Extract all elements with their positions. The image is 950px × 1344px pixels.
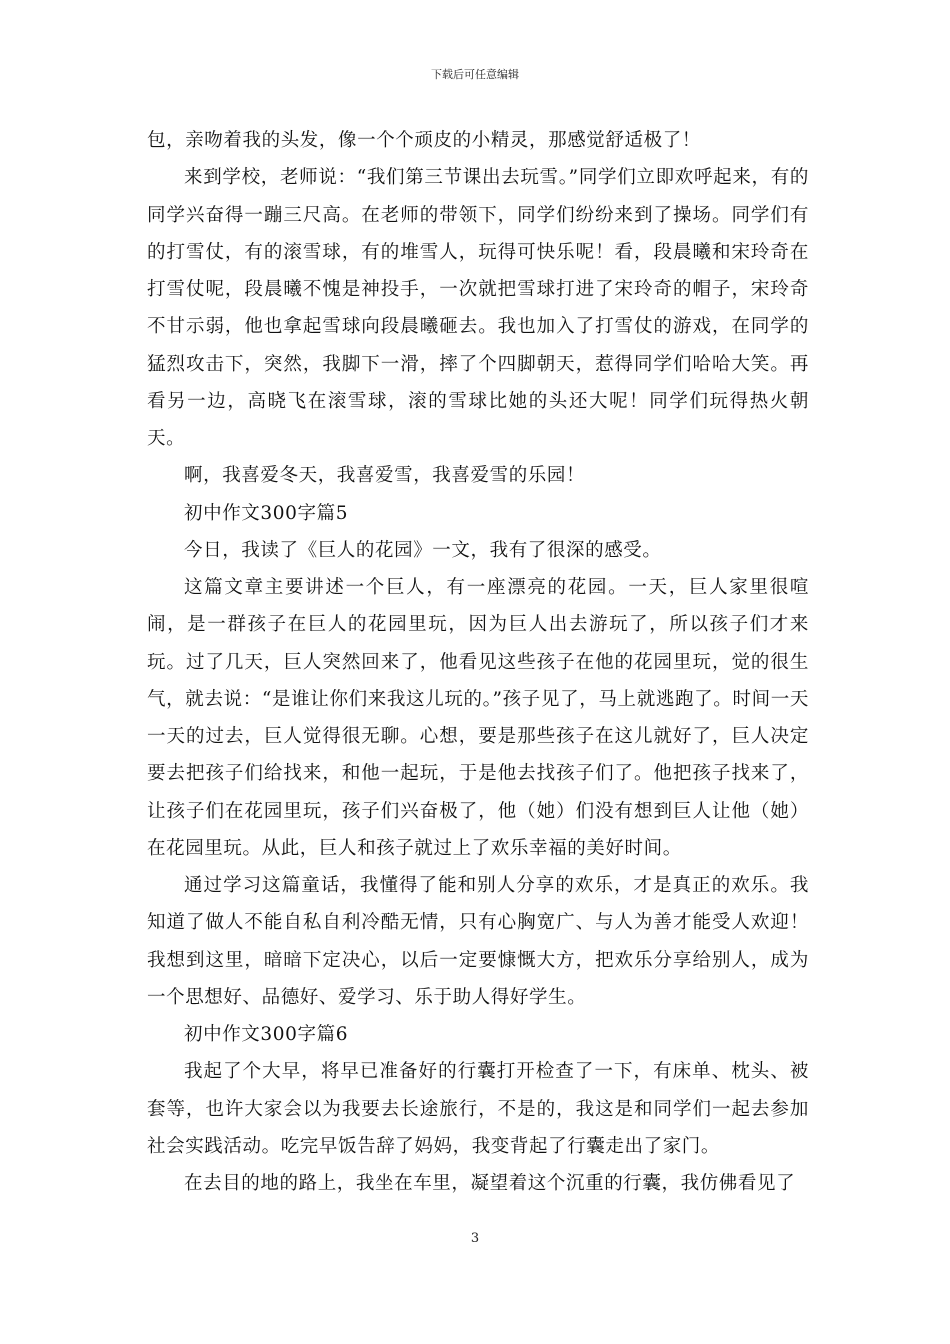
paragraph: 通过学习这篇童话，我懂得了能和别人分享的欢乐，才是真正的欢乐。我知道了做人不能自私自利冷酷无情，只有心胸宽广、与人为善才能受人欢迎！我想到这里，暗暗下定决心，以后一定要慷慨大方，把欢乐分享给别人，成为一个思想好、品德好、爱学习、乐于助人得好学生。 — [147, 875, 809, 1008]
section-heading: 初中作文300字篇6 — [184, 1024, 349, 1045]
paragraph: 我起了个大早，将早已准备好的行囊打开检查了一下，有床单、枕头、被套等，也许大家会以为我要去长途旅行，不是的，我这是和同学们一起去参加社会实践活动。吃完早饭告辞了妈妈，我变背起了行囊走出了家门。 — [147, 1061, 809, 1157]
paragraph: 在去目的地的路上，我坐在车里，凝望着这个沉重的行囊，我仿佛看见了 — [184, 1173, 796, 1194]
paragraph: 今日，我读了《巨人的花园》一文，我有了很深的感受。 — [184, 539, 662, 561]
paragraph: 啊，我喜爱冬天，我喜爱雪，我喜爱雪的乐园！ — [184, 465, 586, 487]
document-body — [147, 122, 809, 1202]
paragraph: 包，亲吻着我的头发，像一个个顽皮的小精灵，那感觉舒适极了！ — [147, 130, 701, 151]
section-heading: 初中作文300字篇5 — [184, 502, 349, 524]
page-number: 3 — [470, 1231, 480, 1246]
paragraph: 这篇文章主要讲述一个巨人，有一座漂亮的花园。一天，巨人家里很喧闹，是一群孩子在巨人的花园里玩，因为巨人出去游玩了，所以孩子们才来玩。过了几天，巨人突然回来了，他看见这些孩子在他的花园里玩，觉的很生气，就去说：“是谁让你们来我这儿玩的。”孩子见了，马上就逃跑了。时间一天一天的过去，巨人觉得很无聊。心想，要是那些孩子在这儿就好了，巨人决定要去把孩子们给找来，和他一起玩，于是他去找孩子们了。他把孩子找来了，让孩子们在花园里玩，孩子们兴奋极了，他（她）们没有想到巨人让他（她）在花园里玩。从此，巨人和孩子就过上了欢乐幸福的美好时间。 — [147, 577, 809, 859]
paragraph: 来到学校，老师说：“我们第三节课出去玩雪。”同学们立即欢呼起来，有的同学兴奋得一蹦三尺高。在老师的带领下，同学们纷纷来到了操场。同学们有的打雪仗，有的滚雪球，有的堆雪人，玩得可快乐呢！看，段晨曦和宋玲奇在打雪仗呢，段晨曦不愧是神投手，一次就把雪球打进了宋玲奇的帽子，宋玲奇不甘示弱，他也拿起雪球向段晨曦砸去。我也加入了打雪仗的游戏，在同学的猛烈攻击下，突然，我脚下一滑，摔了个四脚朝天，惹得同学们哈哈大笑。再看另一边，高晓飞在滚雪球，滚的雪球比她的头还大呢！同学们玩得热火朝天。 — [147, 167, 809, 449]
page-header: 下载后可任意编辑 — [431, 68, 519, 81]
